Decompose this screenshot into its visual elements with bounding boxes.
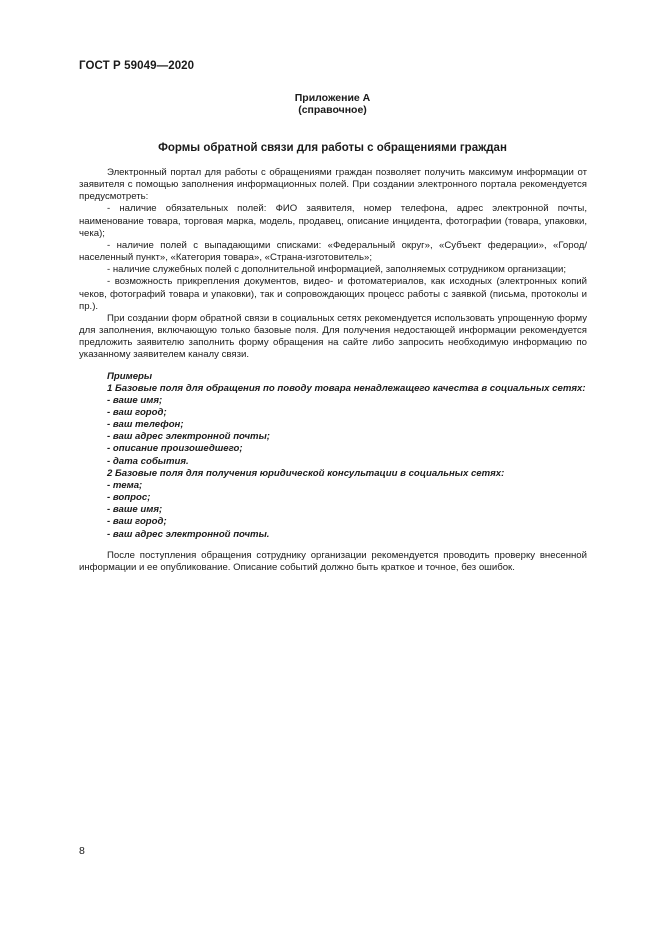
example-item: - ваш город;	[107, 406, 167, 418]
document-body	[79, 167, 587, 574]
example-item: - ваш телефон;	[107, 419, 184, 431]
appendix-heading	[79, 92, 586, 116]
example-item: - тема;	[107, 479, 143, 491]
example-item: - описание произошедшего;	[107, 443, 243, 455]
standard-code: ГОСТ Р 59049—2020	[79, 60, 195, 72]
closing-paragraph: После поступления обращения сотруднику организации рекомендуется проводить проверку внесенной информации и ее опубликование. Описание событий должно быть краткое и точное, без ошибок.	[79, 549, 587, 573]
intro-paragraph: Электронный портал для работы с обращениями граждан позволяет получить максимум информации от заявителя с помощью заполнения информационных полей. При создании электронного портала рекомендуется предусмотреть:	[79, 167, 587, 203]
list-item: - наличие обязательных полей: ФИО заявителя, номер телефона, адрес электронной почты, наименование товара, торговая марка, модель, продавец, описание инцидента, фотографии (товара, упаковки, чека);	[79, 203, 587, 239]
appendix-type: (справочное)	[298, 104, 367, 116]
examples-heading: Примеры	[107, 370, 153, 382]
example-item: - ваш город;	[107, 516, 167, 528]
example-2-title: 2 Базовые поля для получения юридической консультации в социальных сетях:	[107, 467, 505, 479]
section-title: Формы обратной связи для работы с обращениями граждан	[158, 142, 507, 154]
example-item: - ваш адрес электронной почты.	[107, 528, 270, 540]
example-item: - вопрос;	[107, 492, 151, 504]
example-1-title: 1 Базовые поля для обращения по поводу товара ненадлежащего качества в социальных сетях:	[107, 382, 586, 394]
social-paragraph: При создании форм обратной связи в социальных сетях рекомендуется использовать упрощенную форму для заполнения, включающую только базовые поля. Для получения недостающей информации рекомендуется предложить заявителю заполнить форму обращения на сайте либо запросить необходимую информацию по указанному заявителем каналу связи.	[79, 312, 587, 361]
appendix-label: Приложение А	[294, 92, 371, 104]
example-item: - ваше имя;	[107, 394, 163, 406]
list-item: - возможность прикрепления документов, видео- и фотоматериалов, как исходных (электронных копий чеков, фотографий товара и упаковки), так и сопровождающих процесс работы с заявкой (письма, протоколы и пр.).	[79, 276, 587, 312]
list-item: - наличие служебных полей с дополнительной информацией, заполняемых сотрудником организации;	[107, 264, 567, 276]
example-item: - ваш адрес электронной почты;	[107, 431, 270, 443]
example-item: - дата события.	[107, 455, 189, 467]
page-number: 8	[79, 845, 85, 857]
example-item: - ваше имя;	[107, 504, 163, 516]
list-item: - наличие полей с выпадающими списками: «Федеральный округ», «Субъект федерации», «Город/населенный пункт», «Категория товара», «Страна-изготовитель»;	[79, 239, 587, 264]
